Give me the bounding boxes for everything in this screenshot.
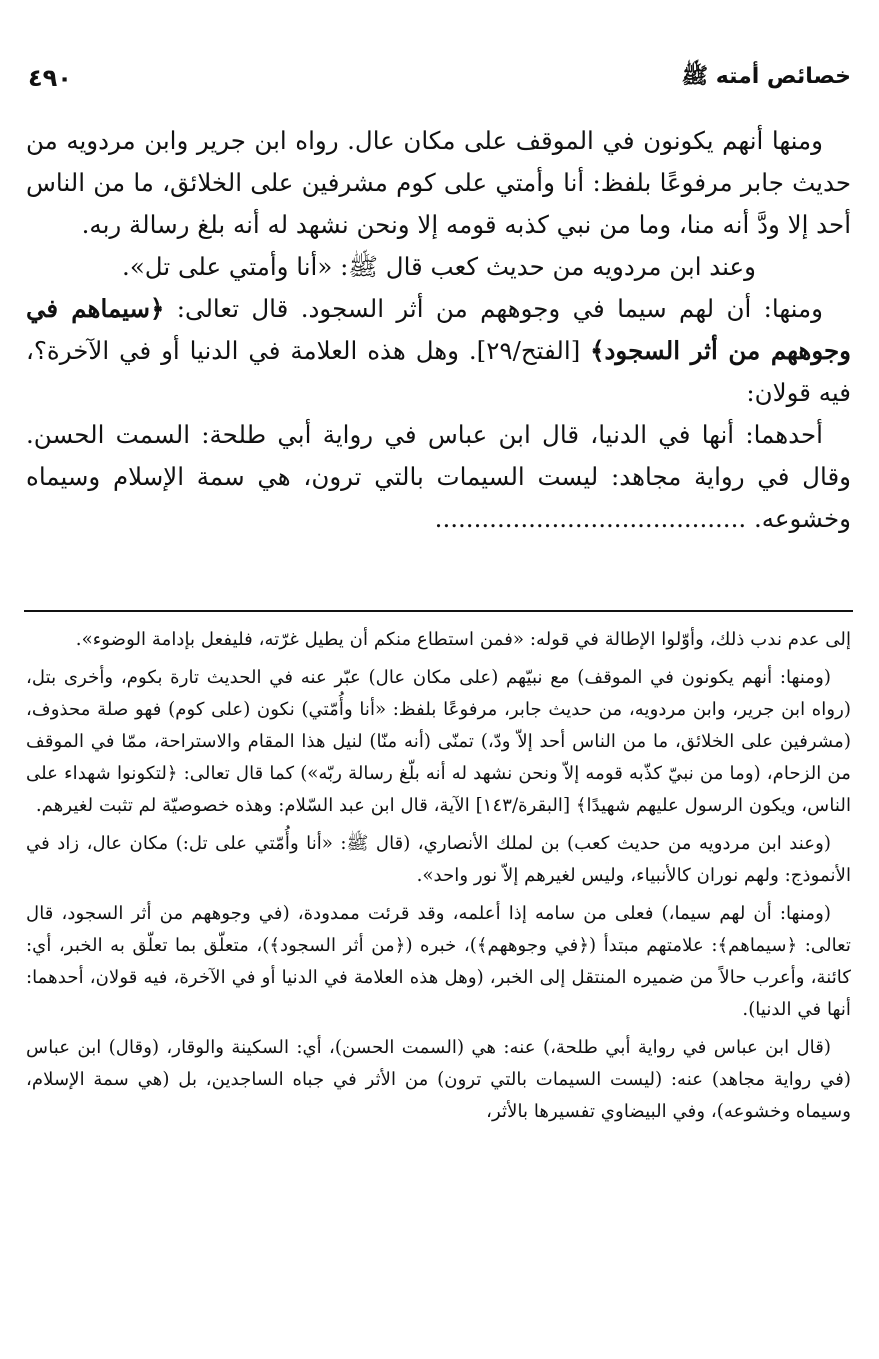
main-paragraph-3-tail: [الفتح/٢٩]. وهل هذه العلامة في الدنيا أو في الآخرة؟، فيه قولان:	[26, 336, 851, 407]
main-paragraph-4: أحدهما: أنها في الدنيا، قال ابن عباس في رواية أبي طلحة: السمت الحسن. وقال في رواية مجاهد: ليست السيمات بالتي ترون، هي سمة الإسلام وسيماه وخشوعه. ........................................	[26, 420, 851, 533]
main-text	[26, 120, 851, 540]
page-number: ٤٩٠	[28, 64, 72, 92]
main-paragraph-3	[26, 288, 851, 414]
footnote-divider	[24, 610, 853, 612]
commentary-paragraph-5: (قال ابن عباس في رواية أبي طلحة،) عنه: هي (السمت الحسن)، أي: السكينة والوقار، (وقال) ابن عباس (في رواية مجاهد) عنه: (ليست السيمات بالتي ترون) من الأثر في جباه الساجدين، بل (هي سمة الإسلام، وسيماه وخشوعه)، وفي البيضاوي تفسيرها بالأثر،	[26, 1037, 851, 1122]
commentary-paragraph-4: (ومنها: أن لهم سيما،) فعلى من سامه إذا أعلمه، وقد قرئت ممدودة، (في وجوههم من أثر السجود، قال تعالى: ﴿سيماهم﴾: علامتهم مبتدأ (﴿في وجوههم﴾)، خبره (﴿من أثر السجود﴾)، متعلّق بما تعلّق به الخبر، أي: كائنة، وأعرب حالاً من ضميره المنتقل إلى الخبر، (وهل هذه العلامة في الدنيا أو في الآخرة، فيه قولان، أحدهما: أنها في الدنيا).	[26, 903, 851, 1020]
commentary-section	[26, 624, 851, 1128]
main-paragraph-3-lead: ومنها: أن لهم سيما في وجوههم من أثر السجود. قال تعالى:	[176, 294, 823, 323]
quran-verse: ﴿سيماهم في وجوههم من أثر السجود﴾	[26, 294, 851, 365]
commentary-paragraph-2: (ومنها: أنهم يكونون في الموقف) مع نبيّهم (على مكان عال) عبّر عنه في الحديث تارة بكوم، وأخرى بتل، (رواه ابن جرير، وابن مردويه، من حديث جابر، مرفوعًا بلفظ: «أنا وأُمّتي) نكون (على كوم) فهو صلة محذوف، (مشرفين على الخلائق، ما من الناس أحد إلاّ ودّ،) تمنّى (أنه منّا) لنيل هذا المقام والاستراحة، ممّا في الموقف من الزحام، (وما من نبيّ كذّبه قومه إلاّ ونحن نشهد له أنه بلّغ رسالة ربّه») كما قال تعالى: ﴿لتكونوا شهداء على الناس، ويكون الرسول عليهم شهيدًا﴾ [البقرة/١٤٣] الآية، قال ابن عبد السّلام: وهذه خصوصيّة لم تثبت لغيرهم.	[26, 667, 851, 816]
commentary-paragraph-3: (وعند ابن مردويه من حديث كعب) بن لملك الأنصاري، (قال ﷺ: «أنا وأُمّتي على تل:) مكان عال، زاد في الأنموذج: ولهم نوران كالأنبياء، وليس لغيرهم إلاّ نور واحد».	[26, 833, 851, 886]
main-paragraph-2: وعند ابن مردويه من حديث كعب قال ﷺ: «أنا وأمتي على تل».	[122, 252, 756, 281]
main-paragraph-1: ومنها أنهم يكونون في الموقف على مكان عال. رواه ابن جرير وابن مردويه من حديث جابر مرفوعًا بلفظ: أنا وأمتي على كوم مشرفين على الخلائق، ما من الناس أحد إلا ودَّ أنه منا، وما من نبي كذبه قومه إلا ونحن نشهد له أنه بلغ رسالة ربه.	[26, 126, 851, 239]
chapter-title: خصائص أمته ﷺ	[681, 64, 851, 89]
commentary-paragraph-1: إلى عدم ندب ذلك، وأوّلوا الإطالة في قوله: «فمن استطاع منكم أن يطيل غرّته، فليفعل بإدامة الوضوء».	[75, 629, 851, 650]
page-header	[28, 58, 851, 98]
